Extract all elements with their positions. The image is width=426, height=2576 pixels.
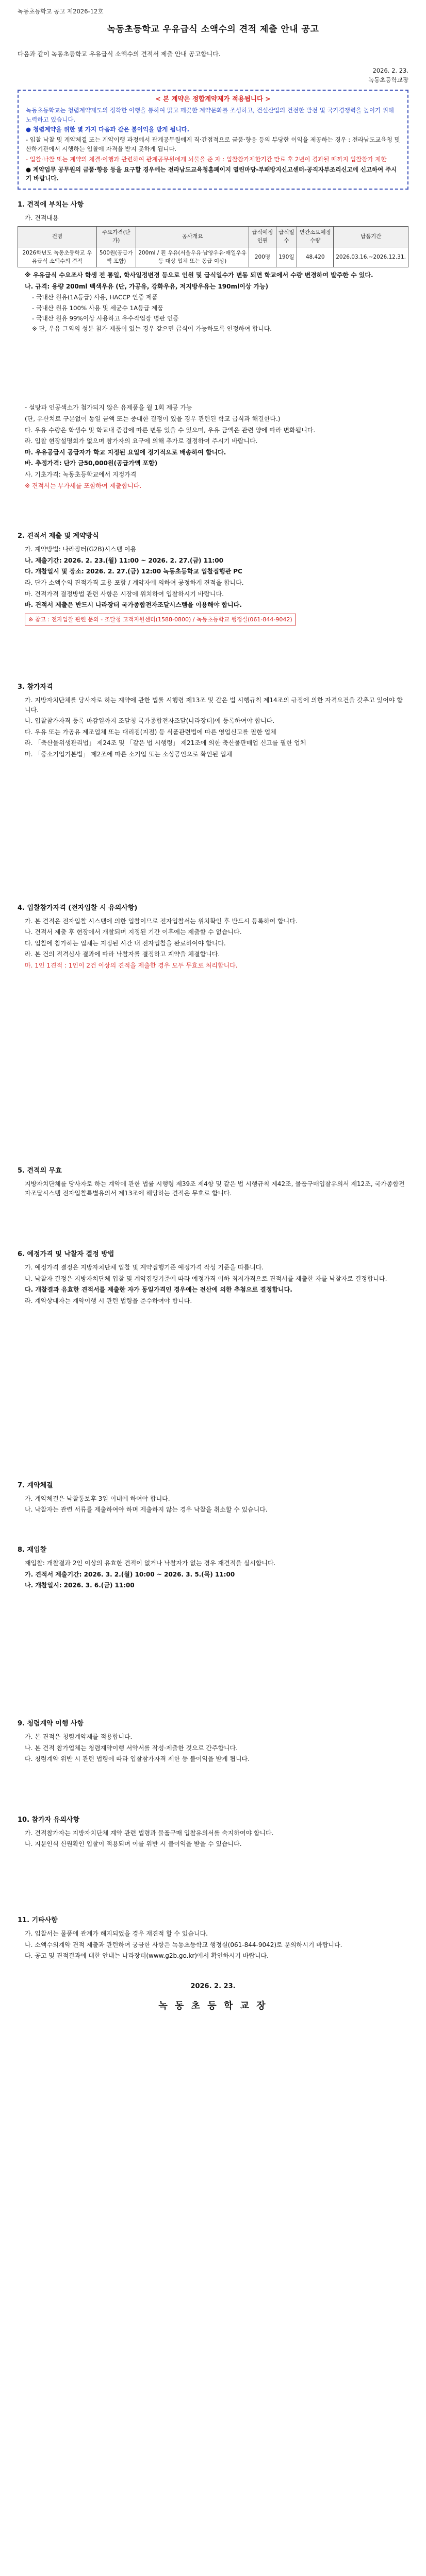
para: 바. 견적서 제출은 반드시 나라장터 국가종합전자조달시스템을 이용해야 합니다. [25,601,242,609]
section-heading: 5. 견적의 무효 [18,1166,62,1175]
para: 나. 소액수의계약 견적 제출과 관련하여 궁금한 사항은 녹동초등학교 행정실(061-844-9042)로 문의하시기 바랍니다. [25,1941,342,1948]
page-title: 녹동초등학교 우유급식 소액수의 견적 제출 안내 공고 [107,24,319,35]
spec-line: ※ 단, 우유 그외의 성분 첨가 제품이 있는 경우 같으면 급식이 가능하도록 인정하여 합니다. [32,325,272,333]
para: 나. 개찰일시: 2026. 3. 6.(금) 11:00 [25,1582,135,1589]
para: 가. 계약방법: 나라장터(G2B)시스템 이용 [25,546,137,553]
para: 가. 지방자치단체를 당사자로 하는 계약에 관한 법률 시행령 제13조 및 같은 법 시행규칙 제14조의 규정에 의한 자격요건을 갖추고 있어야 합니다. [25,697,403,714]
table-header: 납품기간 [334,226,408,247]
para: 라. 「축산물위생관리법」 제24조 및 「같은 법 시행령」 제21조에 의한 축산물판매업 신고를 필한 업체 [25,739,306,747]
section-5 [18,1166,408,1198]
spec-line: - 국내산 원유 99%이상 사용하고 우수작업장 명판 인증 [32,314,179,322]
para: 마. 「중소기업기본법」 제2조에 따른 소기업 또는 소상공인으로 확인된 업체 [25,750,233,758]
table-cell: 200ml / 흰 우유(서울우유·남양우유·매일우유 등 대상 업체 또는 동급 이상) [136,247,249,267]
section-9 [18,1719,408,1764]
para: 나. 지문인식 신원확인 입찰이 적용되며 이를 위반 시 불이익을 받을 수 있습니다. [25,1840,242,1848]
table-cell: 500원(공급가액 포함) [96,247,136,267]
table-header: 급식예정인원 [249,226,276,247]
para: 가. 본 견적은 청렴계약제를 적용합니다. [25,1733,133,1740]
table-header: 연간소요예정수량 [297,226,334,247]
section-11 [18,1916,408,1961]
section-heading: 3. 참가자격 [18,683,53,691]
section-heading: 11. 기타사항 [18,1917,58,1925]
footer-date: 2026. 2. 23. [190,1982,236,1990]
section-3 [18,682,408,759]
para: 사. 기초가격: 녹동초등학교에서 지정가격 [25,470,137,478]
announce-date: 2026. 2. 23. [372,66,408,74]
announce-school: 녹동초등학교장 [368,76,408,83]
integrity-notice-box [18,90,408,190]
para: 다. 우유 또는 가공유 제조업체 또는 대리점(지점) 등 식품관련법에 따른 영업신고를 필한 업체 [25,728,276,736]
section-heading: 4. 입찰참가자격 (전자입찰 시 유의사항) [18,904,138,912]
footer-school-name: 녹 동 초 등 학 교 장 [158,2001,268,2012]
section-heading: 1. 견적에 부치는 사항 [18,201,84,209]
para: 가. 계약체결은 낙찰통보후 3일 이내에 하여야 합니다. [25,1495,170,1502]
section-heading: 6. 예정가격 및 낙찰자 결정 방법 [18,1250,114,1258]
section-heading: 7. 계약체결 [18,1481,53,1489]
notice-line: ● 계약업무 공무원의 금품·향응 등을 요구할 경우에는 전라남도교육청홈페이지 열린마당-부패방지신고센터-공직자부조리신고에 신고하여 주시기 바랍니다. [26,165,397,182]
para: 마. 1인 1견적 : 1인이 2건 이상의 견적을 제출한 경우 모두 무효로 처리합니다. [25,962,238,970]
table-header: 급식일수 [276,226,297,247]
para: 나. 낙찰자 결정은 지방자치단체 입찰 및 계약집행기준에 따라 예정가격 이하 최저가격으로 견적서를 제출한 자를 낙찰자로 결정합니다. [25,1275,387,1282]
section-7 [18,1481,408,1515]
para: 가. 입찰서는 물품에 관계가 해지되었을 경우 재견적 할 수 있습니다. [25,1930,208,1938]
para: 가. 예정가격 결정은 지방자치단체 입찰 및 계약집행기준 예정가격 작성 기준을 따릅니다. [25,1264,264,1272]
para: 다. 청렴계약 위반 시 관련 법령에 따라 입찰참가자격 제한 등 불이익을 받게 됩니다. [25,1755,250,1763]
subsection-heading: 가. 견적내용 [25,214,59,222]
para: 라. 본 건의 적격심사 결과에 따라 낙찰자를 결정하고 계약을 체결합니다. [25,951,220,958]
table-cell: 190일 [276,247,297,267]
notice-line: - 입찰·낙찰 또는 계약의 체결·이행과 관련하여 관계공무원에게 뇌물을 준 자 : 입찰참가제한기간 만료 후 2년이 경과될 때까지 입찰참가 제한 [26,155,387,163]
contract-table [18,226,408,267]
para: 다. 입찰에 참가하는 업체는 지정된 시간 내 전자입찰을 완료하여야 합니다. [25,939,226,947]
para: 재입찰: 개찰결과 2인 이상의 유효한 견적이 없거나 낙찰자가 없는 경우 재견적을 실시합니다. [25,1559,276,1567]
section-heading: 10. 참가자 유의사항 [18,1816,79,1824]
para: 나. 본 견적 참가업체는 청렴계약이행 서약서를 작성·제출한 것으로 간주합니다. [25,1744,238,1752]
spec-line: - 국내산 원유(1A등급) 사용, HACCP 인증 제품 [32,294,158,301]
para: 라. 입찰 현장설명회가 없으며 참가자의 요구에 의해 추가로 결정하여 주시기 바랍니다. [25,437,258,445]
section-2 [18,531,408,628]
contact-note: ※ 참고 : 전자입찰 관련 문의 - 조달청 고객지원센터(1588-0800) / 녹동초등학교 행정실(061-844-9042) [25,614,296,625]
para: 가. 견적참가자는 지방자치단체 계약 관련 법령과 물품구매 입찰유의서를 숙지하여야 합니다. [25,1829,274,1837]
notice-line: 녹동초등학교는 청렴계약제도의 정착한 이행을 통하여 맑고 깨끗한 계약문화를 조성하고, 건설산업의 건전한 발전 및 국가경쟁력을 높이기 위해 노력하고 있습니다. [26,106,394,123]
section-8 [18,1545,408,1590]
para: 마. 견적가격 결정방법 관련 사항은 시장에 위치하여 입찰하시기 바랍니다. [25,590,224,598]
para: 가. 견적서 제출기간: 2026. 3. 2.(월) 10:00 ~ 2026. 3. 5.(목) 11:00 [25,1570,235,1578]
section-heading: 9. 청렴계약 이행 사항 [18,1719,84,1727]
notice-line: - 입찰 낙찰 및 계약체결 또는 계약이행 과정에서 관계공무원에게 직·간접적으로 금품·향응 등의 부당한 이익을 제공하는 경우 : 전라남도교육청 및 산하기관에서 시행하는 입찰에 자격을 받지 못하게 됩니다. [26,136,400,152]
para: 지방자치단체를 당사자로 하는 계약에 관한 법률 시행령 제39조 제4항 및 같은 법 시행규칙 제42조, 물품구매입찰유의서 제12조, 국가종합전자조달시스템 전자입찰특별유의서 제13조에 해당하는 견적은 무효로 합니다. [25,1180,405,1197]
section-10 [18,1815,408,1849]
notice-line: ● 청렴계약을 위한 몇 가지 다음과 같은 불이익을 받게 됩니다. [26,126,190,133]
table-header: 공사개요 [136,226,249,247]
para: 라. 계약상대자는 계약이행 시 관련 법령을 준수하여야 합니다. [25,1297,192,1304]
spec-line: - 국내산 원유 100% 사용 및 세균수 1A등급 제품 [32,304,163,312]
para: 나. 낙찰자는 관련 서류를 제출하여야 하며 제출하지 않는 경우 낙찰을 취소할 수 있습니다. [25,1506,268,1514]
para: - 설탕과 인공색소가 첨가되지 않은 유제품을 월 1회 제공 가능 [25,404,192,412]
section-heading: 8. 재입찰 [18,1546,47,1554]
para: 나. 견적서 제출 후 현장에서 개찰되며 지정된 기간 이후에는 제출할 수 없습니다. [25,928,242,936]
table-cell: 2026학년도 녹동초등학교 우유급식 소액수의 견적 [18,247,97,267]
para: 나. 입찰참가자격 등록 마감일까지 조달청 국가종합전자조달(나라장터)에 등록하여야 합니다. [25,717,275,725]
table-cell: 48,420 [297,247,334,267]
table-header: 건명 [18,226,97,247]
section-4 [18,903,408,971]
table-note: ※ 우유급식 수요조사 학생 전 통일, 학사일정변경 등으로 인원 및 급식일수가 변동 되면 학교에서 수량 변경하여 발주한 수 있다. [25,272,373,279]
para: 가. 본 견적은 전자입찰 시스템에 의한 입찰이므로 전자입찰서는 위치확인 후 반드시 등록하여 합니다. [25,917,298,925]
notice-heading: < 본 계약은 정합계약제가 적용됩니다 > [155,95,271,103]
para: 다. 개찰일시 및 장소: 2026. 2. 27.(금) 12:00 녹동초등학교 입찰집행관 PC [25,568,242,575]
section-6 [18,1249,408,1306]
section-1 [18,200,408,490]
spec-heading: 나. 규격: 용량 200ml 백색우유 (단, 가공유, 강화우유, 저지방우유는 190ml이상 가능) [25,282,269,290]
document-number: 녹동초등학교 공고 제2026-12호 [18,8,104,15]
para: 다. 개찰결과 유효한 견적서를 제출한 자가 동일가격인 경우에는 전산에 의한 추첨으로 결정합니다. [25,1286,292,1294]
para: 라. 단가 소액수의 견적가격 고용 포함 / 계약자에 의하여 공정하게 견적을 합니다. [25,579,244,587]
table-cell: 2026.03.16.~2026.12.31. [334,247,408,267]
table-cell: 200명 [249,247,276,267]
para: 마. 우유공급시 공급자가 학교 지정된 요일에 정기적으로 배송하여 합니다. [25,448,226,456]
intro-text: 다음과 같이 녹동초등학교 우유급식 소액수의 견적서 제출 안내 공고합니다. [18,50,221,58]
para: 다. 우유 수량은 학생수 및 학교내 증감에 따른 변동 있을 수 있으며, 우유 금액은 관련 양에 따라 변화됩니다. [25,426,316,434]
para: 바. 추정가격: 단가 금50,000원(공급가액 포함) [25,460,158,467]
section-heading: 2. 견적서 제출 및 계약방식 [18,532,99,540]
table-header: 주요가격(단가) [96,226,136,247]
para: (단, 유산치료 구분없이 동일 금액 또는 중대한 결정이 있을 경우 관련된 학교 급식과 해결한다.) [25,415,281,422]
para: 다. 공고 및 견적결과에 대한 안내는 나라장터(www.g2b.go.kr)에서 확인하시기 바랍니다. [25,1952,269,1960]
para: ※ 견적서는 부가세를 포함하여 제출합니다. [25,482,142,489]
table-row [18,247,408,267]
para: 나. 제출기간: 2026. 2. 23.(월) 11:00 ~ 2026. 2. 27.(금) 11:00 [25,556,223,564]
